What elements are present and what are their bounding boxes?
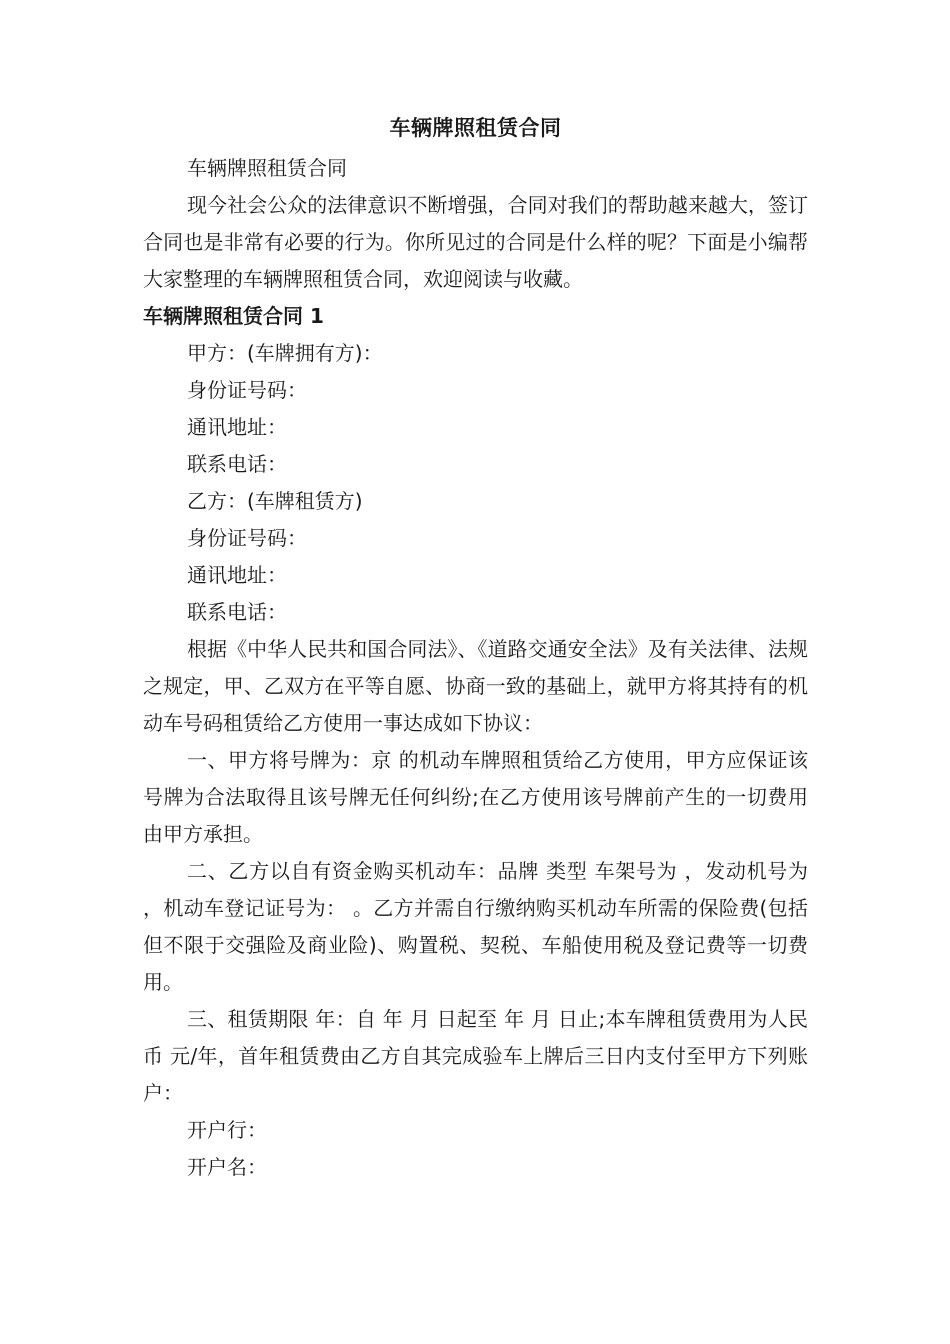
preamble-paragraph: 根据《中华人民共和国合同法》、《道路交通安全法》及有关法律、法规之规定，甲、乙双方在平等自愿、协商一致的基础上，就甲方将其持有的机动车号码租赁给乙方使用一事达成如下协议： [143,637,808,735]
party-b-phone-label: 联系电话： [187,600,287,624]
document-title: 车辆牌照租赁合同 [389,116,562,140]
party-b-label: 乙方：(车牌租赁方) [187,489,363,513]
intro-paragraph: 现今社会公众的法律意识不断增强，合同对我们的帮助越来越大，签订合同也是非常有必要的行为。你所见过的合同是什么样的呢？下面是小编帮大家整理的车辆牌照租赁合同，欢迎阅读与收藏。 [143,193,808,291]
party-b-id-label: 身份证号码： [187,526,307,550]
clause-1: 一、甲方将号牌为：京 的机动车牌照租赁给乙方使用，甲方应保证该号牌为合法取得且该号牌无任何纠纷;在乙方使用该号牌前产生的一切费用由甲方承担。 [143,748,808,846]
section-heading: 车辆牌照租赁合同 1 [143,304,324,328]
account-name-label: 开户名： [187,1155,267,1179]
party-a-id-label: 身份证号码： [187,378,307,402]
party-a-phone-label: 联系电话： [187,452,287,476]
party-a-address-label: 通讯地址： [187,415,287,439]
clause-3: 三、租赁期限 年：自 年 月 日起至 年 月 日止;本车牌租赁费用为人民币 元/年，首年租赁费由乙方自其完成验车上牌后三日内支付至甲方下列账户： [143,1007,808,1105]
clause-2: 二、乙方以自有资金购买机动车：品牌 类型 车架号为 ，发动机号为 ，机动车登记证号为： 。乙方并需自行缴纳购买机动车所需的保险费(包括但不限于交强险及商业险)、购置税、契税、车船使用税及登记费等一切费用。 [143,859,808,994]
party-a-label: 甲方：(车牌拥有方)： [187,341,383,365]
bank-name-label: 开户行： [187,1118,267,1142]
party-b-address-label: 通讯地址： [187,563,287,587]
intro-paragraph-title: 车辆牌照租赁合同 [187,156,347,180]
